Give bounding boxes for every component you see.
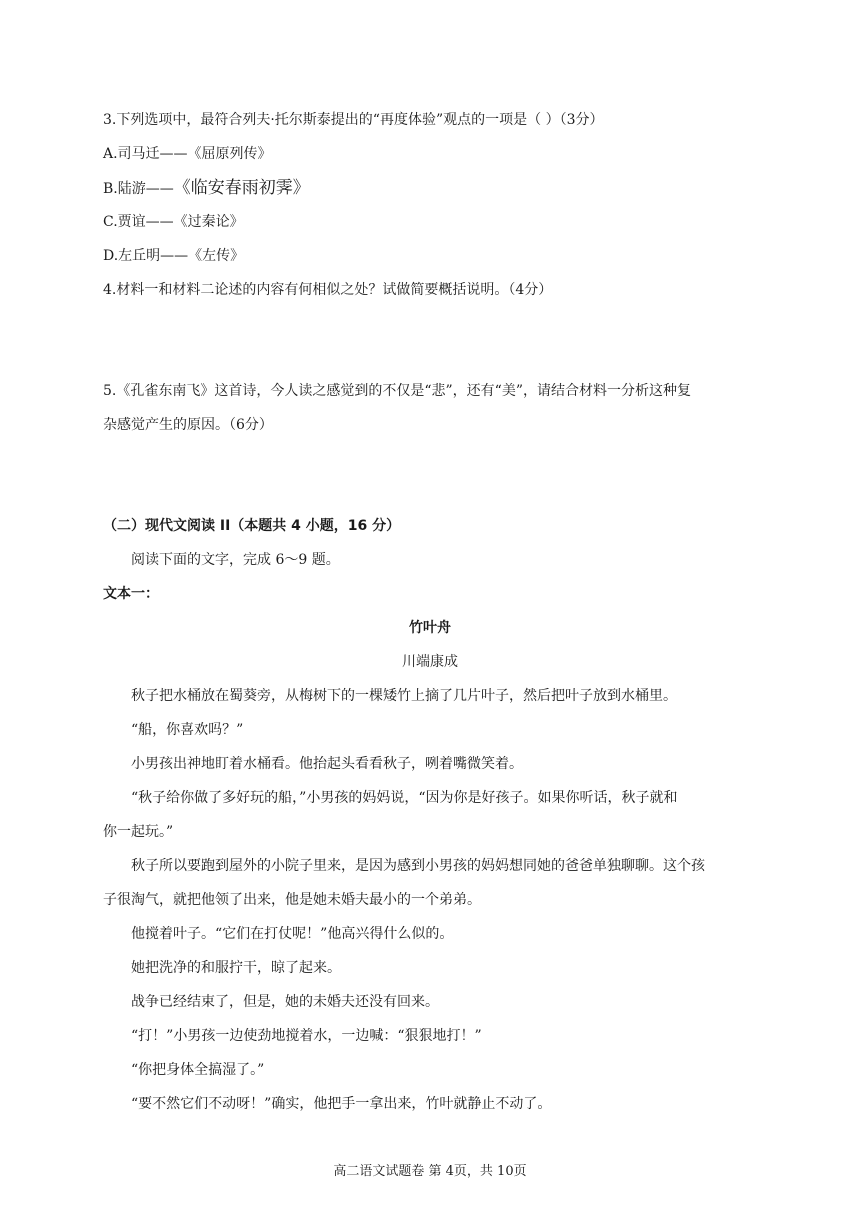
page-footer: 高二语文试题卷 第 4页，共 10页	[333, 1164, 527, 1179]
paragraph: 小男孩出神地盯着水桶看。他抬起头看看秋子，咧着嘴微笑着。	[131, 756, 523, 772]
paragraph: “秋子给你做了多好玩的船，”小男孩的妈妈说，“因为你是好孩子。如果你听话，秋子就和	[131, 790, 678, 806]
question-4: 4.材料一和材料二论述的内容有何相似之处？试做简要概括说明。（4分）	[103, 282, 553, 298]
paragraph: 他搅着叶子。“它们在打仗呢！”他高兴得什么似的。	[131, 926, 454, 942]
question-5-line-1: 5.《孔雀东南飞》这首诗，今人读之感觉到的不仅是“悲”，还有“美”，请结合材料一分析这种复	[103, 383, 691, 399]
story-title: 竹叶舟	[409, 620, 451, 636]
option-b-prefix: B.陆游——	[103, 181, 174, 197]
question-3-option-b	[103, 178, 310, 199]
story-author: 川端康成	[402, 654, 458, 670]
paragraph: 秋子把水桶放在蜀葵旁，从梅树下的一棵矮竹上摘了几片叶子，然后把叶子放到水桶里。	[131, 688, 677, 704]
section-heading: （二）现代文阅读 II（本题共 4 小题，16 分）	[103, 518, 401, 534]
question-3-option-c: C.贾谊——《过秦论》	[103, 214, 244, 230]
question-3-option-d: D.左丘明——《左传》	[103, 248, 245, 264]
text-label: 文本一：	[103, 586, 159, 602]
paragraph: 秋子所以要跑到屋外的小院子里来，是因为感到小男孩的妈妈想同她的爸爸单独聊聊。这个孩	[131, 858, 705, 874]
section-instruction: 阅读下面的文字，完成 6～9 题。	[131, 552, 340, 568]
paragraph: “你把身体全搞湿了。”	[131, 1062, 265, 1078]
question-5-line-2: 杂感觉产生的原因。（6分）	[103, 417, 273, 433]
paragraph: “船，你喜欢吗？”	[131, 722, 244, 738]
paragraph: “要不然它们不动呀！”确实，他把手一拿出来，竹叶就静止不动了。	[131, 1096, 552, 1112]
option-b-title: 《临安春雨初霁》	[173, 178, 310, 198]
paragraph-continuation: 你一起玩。”	[103, 824, 174, 840]
question-3-option-a: A.司马迁——《屈原列传》	[103, 146, 272, 162]
paragraph: 她把洗净的和服拧干，晾了起来。	[131, 960, 341, 976]
question-3-stem: 3.下列选项中，最符合列夫·托尔斯泰提出的“再度体验”观点的一项是（ ）（3分）	[103, 112, 604, 128]
paragraph-continuation: 子很淘气，就把他领了出来，他是她未婚夫最小的一个弟弟。	[103, 892, 481, 908]
paragraph: “打！”小男孩一边使劲地搅着水，一边喊：“狠狠地打！”	[131, 1028, 482, 1044]
paragraph: 战争已经结束了，但是，她的未婚夫还没有回来。	[131, 994, 439, 1010]
